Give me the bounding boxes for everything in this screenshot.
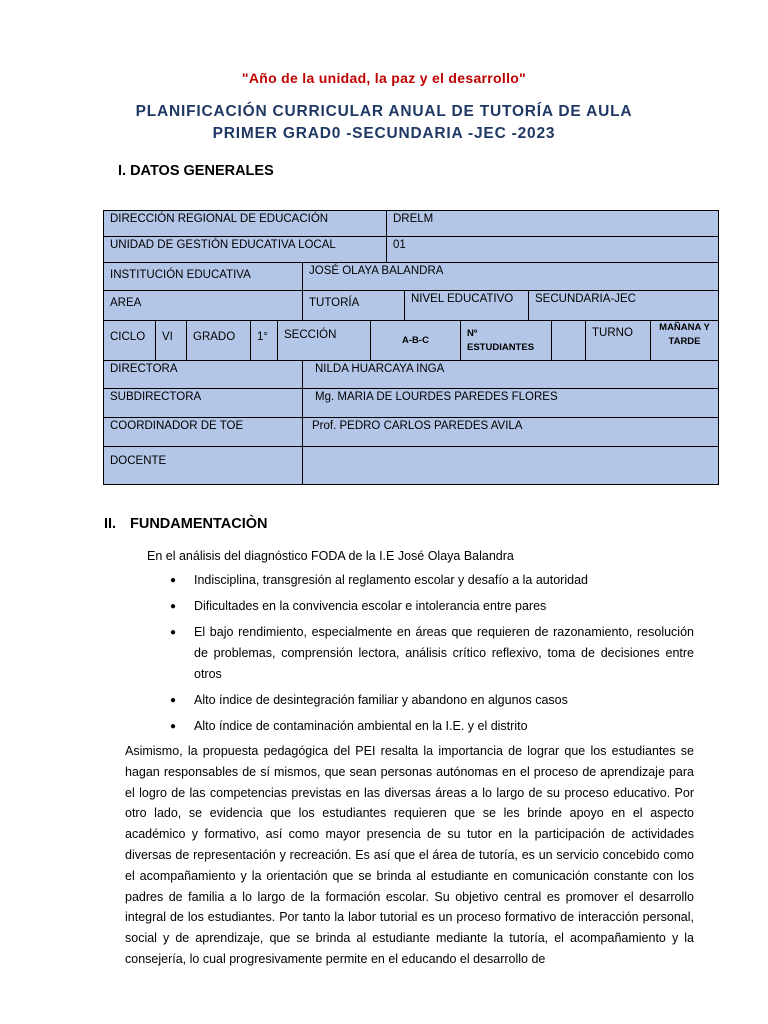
dre-value: DRELM: [386, 211, 718, 236]
section-heading-fundamentacion: [104, 516, 267, 532]
bullet-icon: ●: [170, 721, 177, 732]
seccion-label: SECCIÓN: [277, 321, 370, 360]
nivel-label: NIVEL EDUCATIVO: [404, 291, 528, 320]
intro-sentence: En el análisis del diagnóstico FODA de la I.E José Olaya Balandra: [147, 549, 514, 563]
subdirectora-label: SUBDIRECTORA: [104, 389, 302, 417]
table-row: [104, 237, 718, 263]
ie-value: JOSÉ OLAYA BALANDRA: [302, 263, 718, 290]
list-item: ● Dificultades en la convivencia escolar e intolerancia entre pares: [170, 596, 694, 617]
ciclo-label: CICLO: [104, 321, 155, 360]
turno-label: TURNO: [585, 321, 650, 360]
docente-value: [302, 447, 718, 484]
ciclo-value: VI: [155, 321, 186, 360]
diagnosis-list: [170, 570, 694, 742]
table-row: [104, 447, 718, 484]
section-number: II.: [104, 516, 117, 532]
directora-label: DIRECTORA: [104, 361, 302, 388]
list-item: ● Alto índice de contaminación ambiental en la I.E. y el distrito: [170, 716, 694, 737]
area-value: TUTORÍA: [302, 291, 404, 320]
bullet-icon: ●: [170, 601, 177, 612]
document-subtitle: PRIMER GRAD0 -SECUNDARIA -JEC -2023: [212, 125, 556, 142]
docente-label: DOCENTE: [104, 447, 302, 484]
dre-label: DIRECCIÓN REGIONAL DE EDUCACIÓN: [104, 211, 386, 236]
bullet-icon: ●: [170, 695, 177, 706]
ugel-label: UNIDAD DE GESTIÓN EDUCATIVA LOCAL: [104, 237, 386, 262]
document-title: PLANIFICACIÓN CURRICULAR ANUAL DE TUTORÍA DE AULA: [135, 103, 633, 120]
table-row: [104, 389, 718, 418]
motto-text: "Año de la unidad, la paz y el desarrollo": [241, 70, 527, 86]
subdirectora-value: Mg. MARIA DE LOURDES PAREDES FLORES: [302, 389, 718, 417]
table-row: [104, 321, 718, 361]
section-title: FUNDAMENTACIÒN: [130, 516, 268, 532]
table-row: [104, 418, 718, 447]
directora-value: NILDA HUARCAYA INGA: [302, 361, 718, 388]
seccion-value: A-B-C: [370, 321, 460, 360]
fundamentacion-paragraph: Asimismo, la propuesta pedagógica del PEI resalta la importancia de lograr que los estudiantes se hagan responsables de sí mismos, que sean personas autónomas en el proceso de aprendizaje para el logro de las competencias previstas en las diversas áreas a lo largo de su proceso educativo. Por otro lado, se evidencia que los estudiantes requieren que se les brinde apoyo en el aspecto académico y formativo, así como mayor presencia de su tutor en la participación de actividades diversas de representación y recreación. Es así que el área de tutoría, es un servicio concebido como el acompañamiento y la orientación que se brinda al estudiante en comunicación constante con los padres de familia a lo largo de la formación escolar. Su objetivo central es promover el desarrollo integral de los estudiantes. Por tanto la labor tutorial es un proceso formativo de interacción personal, social y de aprendizaje, que se brinda al estudiante mediante la tutoría, el acompañamiento y la consejería, lo cual progresivamente permite en el educando el desarrollo de: [125, 744, 694, 966]
grado-value: 1°: [250, 321, 277, 360]
bullet-icon: ●: [170, 627, 177, 638]
ie-label: INSTITUCIÓN EDUCATIVA: [104, 263, 302, 290]
area-label: AREA: [104, 291, 302, 320]
turno-value: MAÑANA Y TARDE: [650, 321, 718, 360]
grado-label: GRADO: [186, 321, 250, 360]
table-row: [104, 361, 718, 389]
bullet-icon: ●: [170, 575, 177, 586]
table-row: [104, 211, 718, 237]
table-row: [104, 291, 718, 321]
list-item: ● Alto índice de desintegración familiar y abandono en algunos casos: [170, 690, 694, 711]
general-data-table: [103, 210, 719, 485]
nivel-value: SECUNDARIA-JEC: [528, 291, 718, 320]
coordinador-value: Prof. PEDRO CARLOS PAREDES AVILA: [302, 418, 718, 446]
table-row: [104, 263, 718, 291]
estudiantes-label: Nº ESTUDIANTES: [460, 321, 551, 360]
list-item: ● Indisciplina, transgresión al reglamento escolar y desafío a la autoridad: [170, 570, 694, 591]
estudiantes-value: [551, 321, 585, 360]
section-heading-datos-generales: I. DATOS GENERALES: [118, 163, 274, 179]
ugel-value: 01: [386, 237, 718, 262]
coordinador-label: COORDINADOR DE TOE: [104, 418, 302, 446]
list-item: ● El bajo rendimiento, especialmente en áreas que requieren de razonamiento, resolución de problemas, comprensión lectora, análisis crítico reflexivo, toma de decisiones entre otros: [170, 622, 694, 685]
